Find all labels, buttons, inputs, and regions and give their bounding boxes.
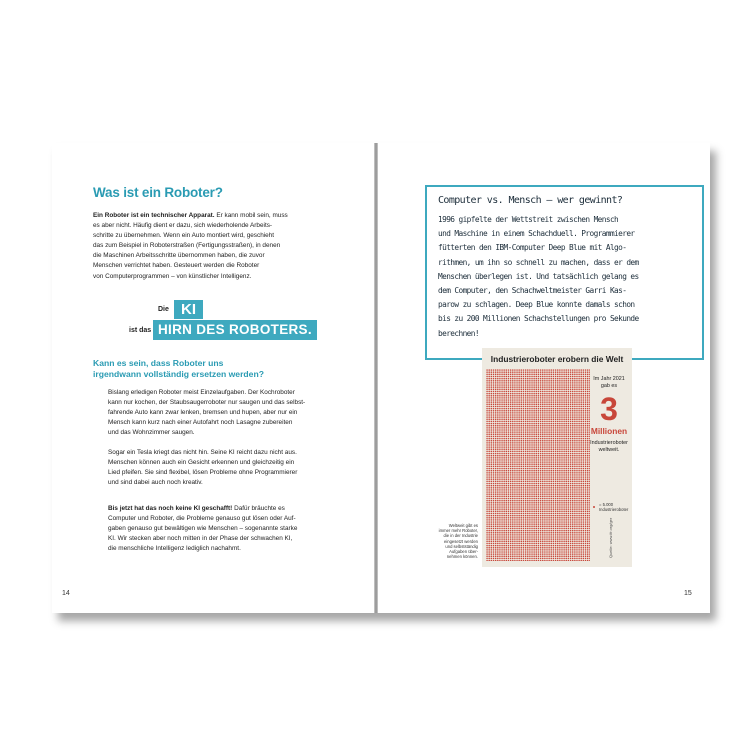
- robot-label: Industrieroboter weltweit.: [590, 440, 628, 453]
- infographic: [482, 348, 632, 567]
- page-number-right: 15: [684, 590, 692, 597]
- computer-vs-mensch-box: [425, 185, 704, 360]
- intro-bold: Ein Roboter ist ein technischer Apparat.: [93, 212, 215, 219]
- year-text: Im Jahr 2021 gab es: [593, 376, 625, 389]
- ki-phrase-box: HIRN DES ROBOTERS.: [153, 320, 317, 340]
- left-page: [52, 143, 374, 613]
- robot-dot-grid: [486, 369, 590, 561]
- page-number-left: 14: [62, 590, 70, 597]
- big-number: 3: [600, 391, 618, 427]
- source-text: Quelle: www.ifr.org/ger: [608, 517, 613, 558]
- side-note: Weltweit gibt es immer mehr Roboter, die in der Industrie eingesetzt werden und selbstständig Aufgaben über- nehmen können.: [438, 523, 478, 560]
- section-heading: Was ist ein Roboter?: [93, 185, 223, 200]
- ki-label-die: Die: [158, 306, 169, 313]
- infographic-title: Industrieroboter erobern die Welt: [490, 354, 624, 364]
- intro-paragraph: [93, 211, 288, 282]
- paragraph-3-bold: Bis jetzt hat das noch keine KI geschafft!: [108, 505, 233, 512]
- intro-text: Er kann mobil sein, muss es aber nicht. Häufig dient er dazu, sich wiederholende Arbeits- schritte zu übernehmen. Wenn ein Auto montiert wird, geschieht das zum Beispiel in Roboterstraßen (Fertigungsstraßen), in denen die Maschinen Arbeitsschritte übernommen haben, die zuvor Menschen verrichtet haben. Gesteuert werden die Roboter von Computerprogrammen – von künstlicher Intelligenz.: [93, 212, 288, 280]
- box-title: Computer vs. Mensch – wer gewinnt?: [438, 195, 623, 206]
- paragraph-3-text: Dafür bräuchte es Computer und Roboter, die Probleme genauso gut lösen oder Auf- gaben genauso gut bewältigen wie Menschen – sogenannte starke KI. Wir stecken aber noch mitten in der Phase der schwachen KI, die menschliche Intelligenz lediglich nachahmt.: [108, 505, 298, 553]
- subheading: Kann es sein, dass Roboter uns irgendwann vollständig ersetzen werden?: [93, 358, 264, 379]
- ki-label-istdas: ist das: [129, 327, 152, 334]
- legend-dot-icon: [593, 506, 595, 508]
- paragraph-3: [108, 504, 297, 554]
- legend-text: = 5.000 Industrieroboter: [599, 502, 629, 513]
- unit-text: Millionen: [590, 426, 628, 436]
- paragraph-2: Sogar ein Tesla kriegt das nicht hin. Seine KI reicht dazu nicht aus. Menschen können auch ein Gesicht erkennen und gleichzeitig ein Lied pfeifen. Sie sind flexibel, lösen Probleme ohne Programmierer und sind dabei auch noch kreativ.: [108, 449, 298, 487]
- paragraph-1: Bislang erledigen Roboter meist Einzelaufgaben. Der Kochroboter kann nur kochen, der Staubsaugerroboter nur saugen und das selbst- fahrende Auto kann zwar lenken, bremsen und hupen, aber nur ein Mensch kann kurz nach einer Autofahrt noch Lasagne zubereiten und das Wohnzimmer saugen.: [108, 389, 306, 437]
- book-spread: [52, 143, 710, 613]
- ki-word-box: KI: [174, 300, 203, 319]
- box-text: 1996 gipfelte der Wettstreit zwischen Mensch und Maschine in einem Schachduell. Programmierer fütterten den IBM-Computer Deep Blue mit Algo- rithmen, um ihn so schnell zu machen, dass er dem Menschen überlegen ist. Und tatsächlich gelang es dem Computer, den Schachweltmeister Garri Kas- parow zu schlagen. Deep Blue konnte damals schon bis zu 200 Millionen Schachstellungen pro Sekunde berechnen!: [438, 215, 639, 338]
- right-page: [378, 143, 710, 613]
